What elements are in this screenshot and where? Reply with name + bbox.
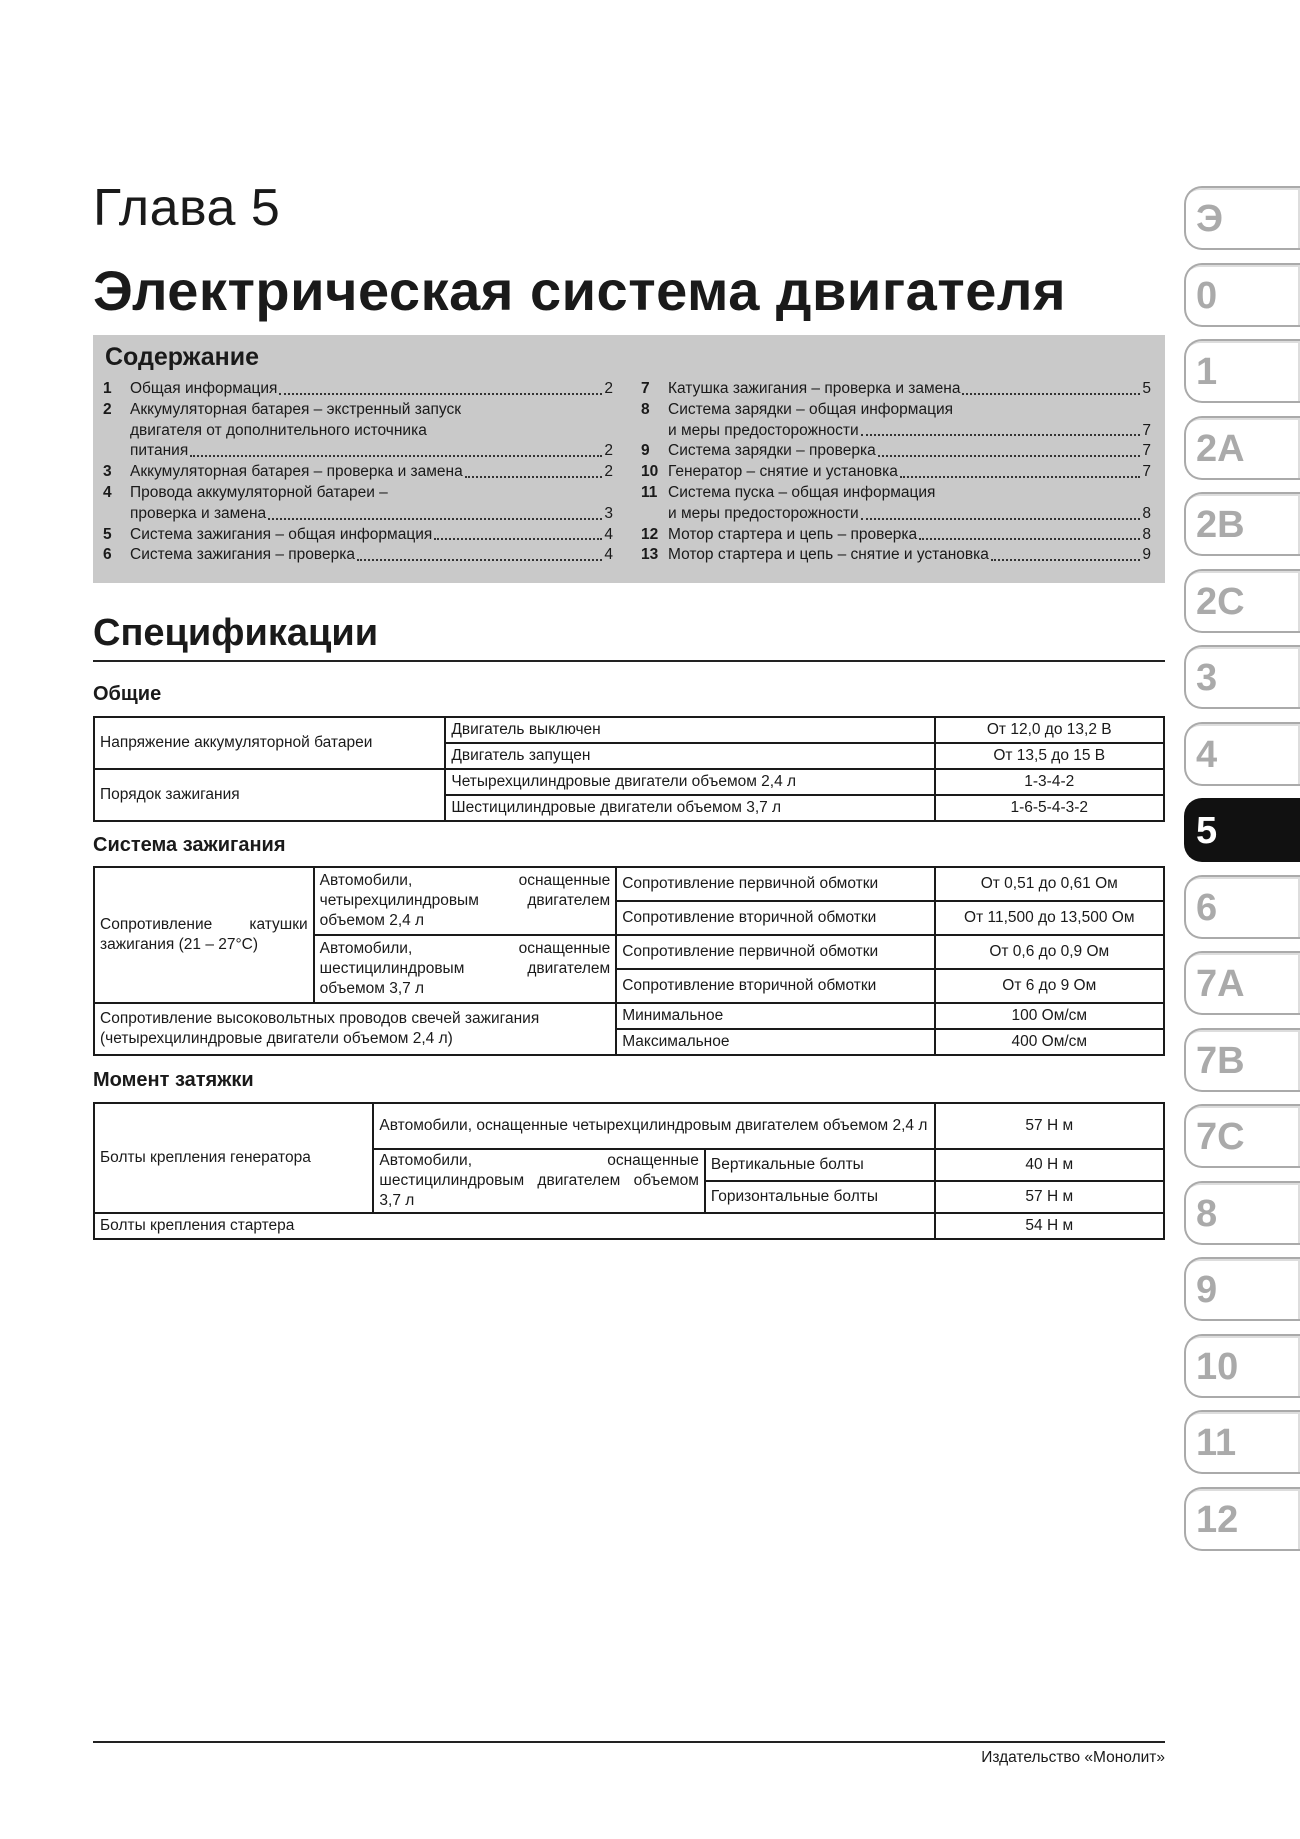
toc-leader-dots (434, 538, 602, 540)
battery-voltage-label: Напряжение аккумуляторной батареи (94, 717, 445, 769)
toc-item-text: Генератор – снятие и установка (668, 463, 898, 481)
toc-item (103, 400, 613, 462)
chapter-label: Глава 5 (93, 179, 281, 237)
chapter-tab-0[interactable]: 0 (1184, 263, 1300, 327)
chapter-tab-4[interactable]: 4 (1184, 722, 1300, 786)
toc-item-text: Катушка зажигания – проверка и замена (668, 380, 961, 397)
footer-publisher: Издательство «Монолит» (981, 1749, 1165, 1766)
engine-on-value: От 13,5 до 15 В (935, 743, 1165, 769)
table-row (94, 867, 1164, 901)
toc-item-text: Система зажигания – общая информация (130, 525, 433, 543)
chapter-tab-2a[interactable]: 2A (1184, 416, 1300, 480)
toc-leader-dots (861, 518, 1141, 520)
chapter-tab-12[interactable]: 12 (1184, 1487, 1300, 1551)
max-label: Максимальное (616, 1029, 934, 1055)
specs-title: Спецификации (93, 612, 379, 654)
toc-item (641, 483, 1151, 525)
chapter-title: Электрическая система двигателя (93, 259, 1067, 322)
table-row (94, 1213, 1164, 1239)
toc-leader-dots (465, 476, 603, 478)
toc-leader-dots (919, 538, 1140, 540)
primary-4-label: Сопротивление первичной обмотки (616, 867, 934, 901)
toc-page-number: 7 (1142, 442, 1151, 460)
toc-item-number: 12 (641, 525, 659, 543)
toc-item-text: Аккумуляторная батарея – проверка и замена (130, 463, 463, 481)
toc-item (103, 545, 613, 566)
toc-item-text: Система зарядки – общая информация (668, 400, 954, 418)
chapter-tabs (1184, 186, 1300, 1563)
min-label: Минимальное (616, 1003, 934, 1029)
toc-leader-dots (357, 559, 602, 561)
min-value: 100 Ом/см (935, 1003, 1164, 1029)
toc-item (103, 525, 613, 546)
toc-page-number: 4 (604, 546, 613, 564)
toc-item-number: 2 (103, 400, 112, 418)
toc-leader-dots (962, 393, 1140, 395)
toc-item-text: Система зажигания – проверка (130, 546, 355, 564)
chapter-tab-2c[interactable]: 2C (1184, 569, 1300, 633)
starter-bolts-value: 54 Н м (935, 1213, 1164, 1239)
chapter-tab-7b[interactable]: 7B (1184, 1028, 1300, 1092)
torque-4cyl-value: 57 Н м (935, 1103, 1164, 1149)
toc-item-text: двигателя от дополнительного источника (130, 421, 427, 439)
four-cyl-value: 1-3-4-2 (935, 769, 1165, 795)
toc-page-number: 2 (604, 380, 613, 397)
general-heading: Общие (93, 683, 162, 705)
toc-leader-dots (878, 455, 1141, 457)
toc-item-number: 6 (103, 546, 112, 564)
toc-title: Содержание (105, 343, 260, 371)
table-row (94, 717, 1164, 743)
chapter-tab-10[interactable]: 10 (1184, 1334, 1300, 1398)
toc-item (641, 400, 1151, 442)
toc-item-text: проверка и замена (130, 504, 267, 522)
toc-leader-dots (991, 559, 1140, 561)
toc-left-column (103, 379, 613, 566)
toc-item (641, 462, 1151, 483)
ignition-heading: Система зажигания (93, 834, 286, 856)
six-cyl-label: Шестицилиндровые двигатели объемом 3,7 л (445, 795, 934, 821)
toc-leader-dots (190, 455, 602, 457)
toc-item-text: Мотор стартера и цепь – проверка (668, 525, 918, 543)
firing-order-label: Порядок зажигания (94, 769, 445, 821)
toc-page-number: 9 (1142, 546, 1151, 564)
chapter-tab-11[interactable]: 11 (1184, 1410, 1300, 1474)
chapter-tab-э[interactable]: Э (1184, 186, 1300, 250)
max-value: 400 Ом/см (935, 1029, 1164, 1055)
chapter-tab-5[interactable]: 5 (1184, 798, 1300, 862)
toc-page-number: 2 (604, 442, 613, 460)
vertical-label: Вертикальные болты (705, 1149, 935, 1181)
four-cyl-label: Четырехцилиндровые двигатели объемом 2,4 л (445, 769, 934, 795)
vertical-value: 40 Н м (935, 1149, 1164, 1181)
toc-item-text: Система пуска – общая информация (668, 483, 936, 501)
toc-item-number: 9 (641, 442, 650, 460)
engine-off-label: Двигатель выключен (445, 717, 934, 743)
hv-wires-label: Сопротивление высоковольтных проводов свечей зажигания (четырехцилиндровые двигатели объемом 2,4 л) (94, 1003, 616, 1055)
toc-item (641, 379, 1151, 400)
toc-item-text: Провода аккумуляторной батареи – (130, 483, 388, 501)
toc-page-number: 8 (1142, 504, 1151, 522)
toc-item-number: 10 (641, 463, 659, 481)
toc-item (641, 525, 1151, 546)
toc-page-number: 2 (604, 463, 613, 481)
footer-divider (93, 1741, 1165, 1743)
horizontal-label: Горизонтальные болты (705, 1181, 935, 1213)
primary-6-value: От 0,6 до 0,9 Ом (935, 935, 1164, 969)
toc-item-number: 5 (103, 525, 112, 543)
toc-item-text: Общая информация (130, 380, 278, 397)
torque-6cyl-label: Автомобили, оснащенные шестицилиндровым двигателем объемом 3,7 л (373, 1149, 704, 1213)
chapter-tab-3[interactable]: 3 (1184, 645, 1300, 709)
horizontal-value: 57 Н м (935, 1181, 1164, 1213)
primary-4-value: От 0,51 до 0,61 Ом (935, 867, 1164, 901)
coil-resistance-label: Сопротивление катушки зажигания (21 – 27°С) (94, 867, 314, 1003)
cars-6cyl-label: Автомобили, оснащенные шестицилиндровым двигателем объемом 3,7 л (314, 935, 617, 1003)
secondary-6-label: Сопротивление вторичной обмотки (616, 969, 934, 1003)
torque-4cyl-label: Автомобили, оснащенные четырехцилиндровым двигателем объемом 2,4 л (373, 1103, 934, 1149)
chapter-tab-7a[interactable]: 7A (1184, 951, 1300, 1015)
toc-item-text: и меры предосторожности (668, 421, 859, 439)
torque-heading: Момент затяжки (93, 1069, 254, 1091)
six-cyl-value: 1-6-5-4-3-2 (935, 795, 1165, 821)
toc-page-number: 7 (1142, 463, 1151, 481)
toc-leader-dots (900, 476, 1141, 478)
toc-page-number: 7 (1142, 421, 1151, 439)
specs-divider (93, 660, 1165, 662)
toc-item (103, 379, 613, 400)
toc-leader-dots (279, 393, 602, 395)
toc-item-text: Мотор стартера и цепь – снятие и установка (668, 546, 989, 564)
toc-page-number: 5 (1142, 380, 1151, 397)
secondary-6-value: От 6 до 9 Ом (935, 969, 1164, 1003)
toc-item-text: и меры предосторожности (668, 504, 859, 522)
toc-item (641, 545, 1151, 566)
ignition-table (93, 866, 1165, 1056)
table-row (94, 1103, 1164, 1149)
toc-page-number: 4 (604, 525, 613, 543)
toc-item-number: 13 (641, 546, 659, 564)
secondary-4-value: От 11,500 до 13,500 Ом (935, 901, 1164, 935)
engine-on-label: Двигатель запущен (445, 743, 934, 769)
toc-leader-dots (268, 518, 602, 520)
torque-table (93, 1102, 1165, 1240)
cars-4cyl-label: Автомобили, оснащенные четырехцилиндровым двигателем объемом 2,4 л (314, 867, 617, 935)
chapter-tab-8[interactable]: 8 (1184, 1181, 1300, 1245)
chapter-tab-7c[interactable]: 7C (1184, 1104, 1300, 1168)
toc-right-column (641, 379, 1151, 566)
general-table (93, 716, 1165, 822)
toc-item-number: 11 (641, 483, 658, 501)
table-row (94, 769, 1164, 795)
toc-item-number: 8 (641, 400, 650, 418)
toc-page-number: 3 (604, 504, 613, 522)
toc-item-number: 4 (103, 483, 112, 501)
toc-item (103, 483, 613, 525)
toc-item-text: Аккумуляторная батарея – экстренный запуск (130, 400, 461, 418)
chapter-tab-9[interactable]: 9 (1184, 1257, 1300, 1321)
chapter-tab-6[interactable]: 6 (1184, 875, 1300, 939)
table-of-contents (93, 335, 1165, 583)
toc-item-text: питания (130, 442, 189, 460)
toc-item-number: 7 (641, 380, 650, 397)
engine-off-value: От 12,0 до 13,2 В (935, 717, 1165, 743)
toc-item (641, 441, 1151, 462)
primary-6-label: Сопротивление первичной обмотки (616, 935, 934, 969)
chapter-tab-2b[interactable]: 2B (1184, 492, 1300, 556)
secondary-4-label: Сопротивление вторичной обмотки (616, 901, 934, 935)
toc-leader-dots (861, 434, 1141, 436)
toc-item-text: Система зарядки – проверка (668, 442, 876, 460)
chapter-tab-1[interactable]: 1 (1184, 339, 1300, 403)
alt-bolts-label: Болты крепления генератора (94, 1103, 373, 1213)
toc-item-number: 3 (103, 463, 112, 481)
toc-page-number: 8 (1142, 525, 1151, 543)
toc-item-number: 1 (103, 380, 112, 397)
toc-item (103, 462, 613, 483)
table-row (94, 1003, 1164, 1029)
starter-bolts-label: Болты крепления стартера (94, 1213, 935, 1239)
